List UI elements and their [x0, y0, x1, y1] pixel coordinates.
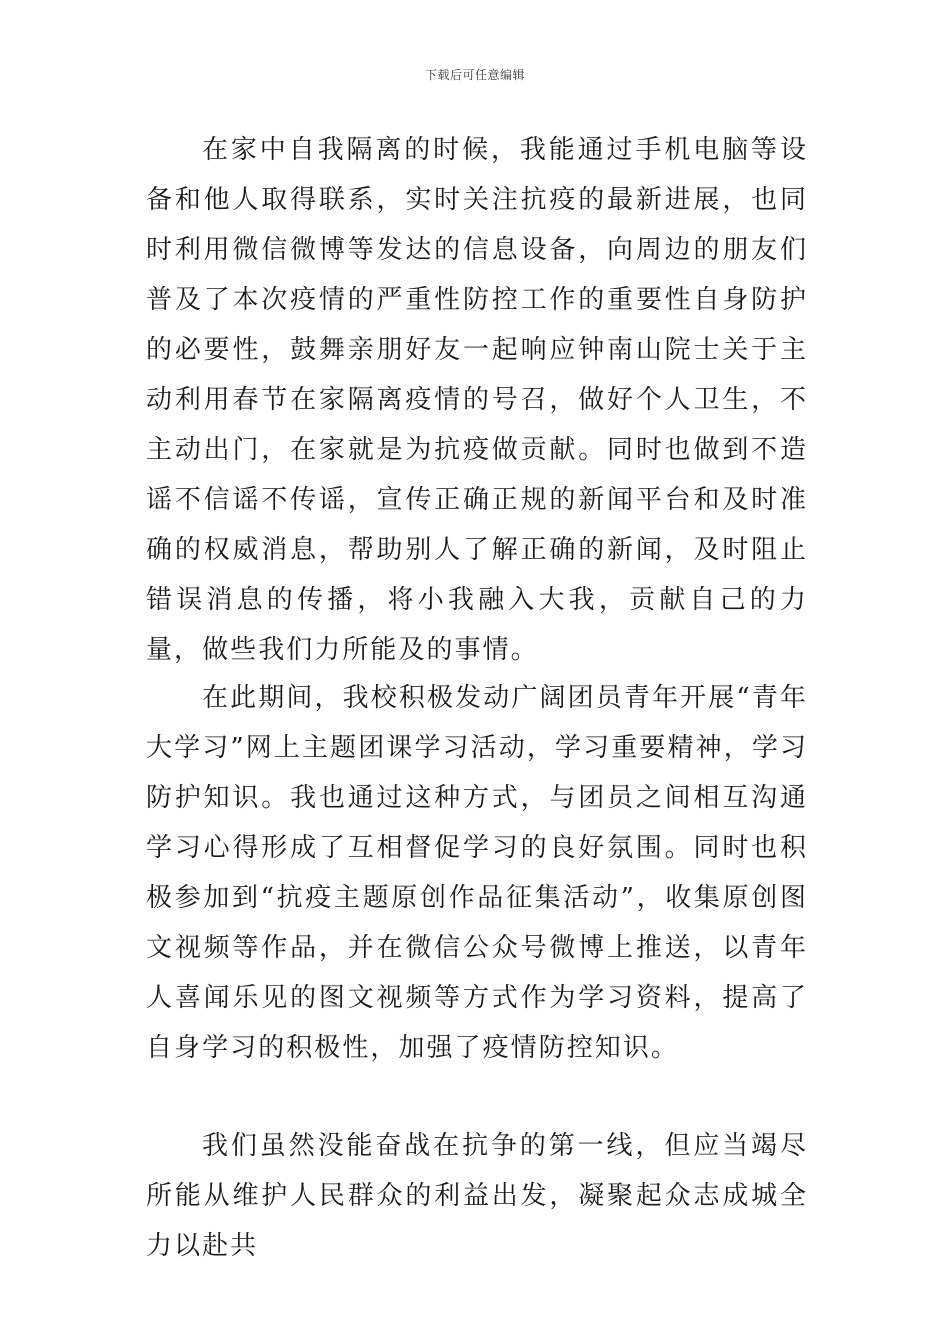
- page-header-note: 下载后可任意编辑: [424, 68, 525, 82]
- paragraph-front-line: 我们虽然没能奋战在抗争的第一线，但应当竭尽所能从维护人民群众的利益出发，凝聚起众志成城全力以赴共: [146, 1131, 808, 1261]
- paragraph-youth-study: 在此期间，我校积极发动广阔团员青年开展“青年大学习”网上主题团课学习活动，学习重要精神，学习防护知识。我也通过这种方式，与团员之间相互沟通学习心得形成了互相督促学习的良好氛围。同时也积极参加到“抗疫主题原创作品征集活动”，收集原创图文视频等作品，并在微信公众号微博上推送，以青年人喜闻乐见的图文视频等方式作为学习资料，提高了自身学习的积极性，加强了疫情防控知识。: [146, 683, 808, 1063]
- paragraph-self-isolation: 在家中自我隔离的时候，我能通过手机电脑等设备和他人取得联系，实时关注抗疫的最新进展，也同时利用微信微博等发达的信息设备，向周边的朋友们普及了本次疫情的严重性防控工作的重要性自身防护的必要性，鼓舞亲朋好友一起响应钟南山院士关于主动利用春节在家隔离疫情的号召，做好个人卫生，不主动出门，在家就是为抗疫做贡献。同时也做到不造谣不信谣不传谣，宣传正确正规的新闻平台和及时准确的权威消息，帮助别人了解正确的新闻，及时阻止错误消息的传播，将小我融入大我，贡献自己的力量，做些我们力所能及的事情。: [146, 135, 808, 665]
